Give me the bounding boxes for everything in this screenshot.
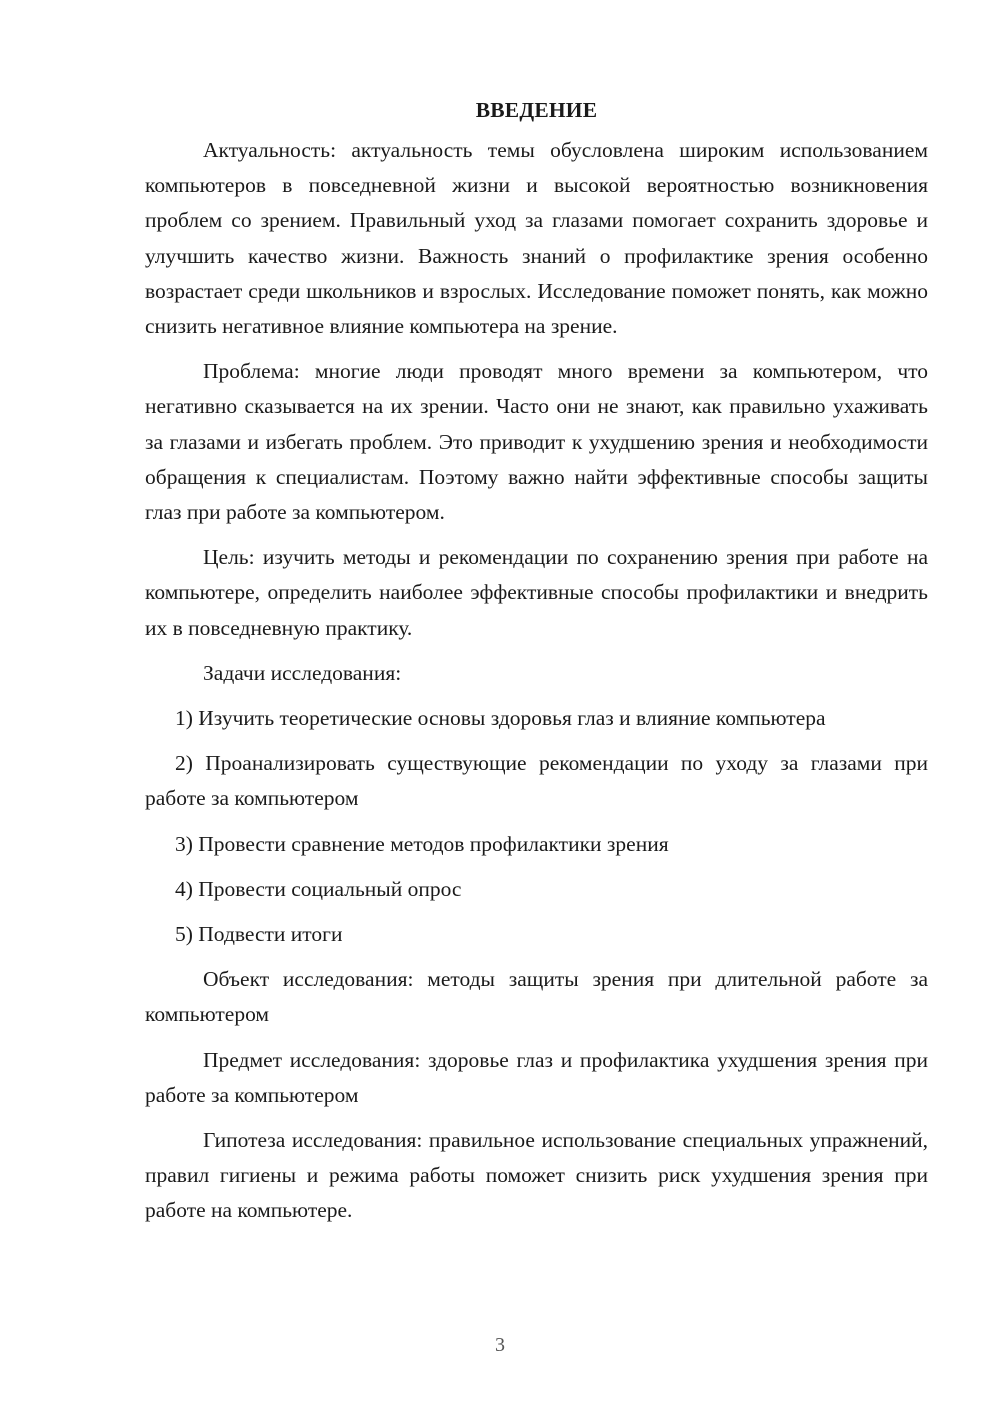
hypothesis-paragraph: Гипотеза исследования: правильное использование специальных упражнений, правил гигиены и режима работы поможет снизить риск ухудшения зрения при работе на компьютере. [145, 1128, 928, 1223]
section-title: ВВЕДЕНИЕ [475, 98, 598, 122]
page-content [145, 93, 928, 1239]
object-paragraph: Объект исследования: методы защиты зрения при длительной работе за компьютером [145, 967, 928, 1027]
page-number: 3 [495, 1334, 505, 1356]
problem-paragraph: Проблема: многие люди проводят много времени за компьютером, что негативно сказывается на их зрении. Часто они не знают, как правильно ухаживать за глазами и избегать проблем. Это приводит к ухудшению зрения и необходимости обращения к специалистам. Поэтому важно найти эффективные способы защиты глаз при работе за компьютером. [145, 359, 928, 525]
goal-paragraph: Цель: изучить методы и рекомендации по сохранению зрения при работе на компьютере, определить наиболее эффективные способы профилактики и внедрить их в повседневную практику. [145, 545, 928, 640]
tasks-heading: Задачи исследования: [203, 660, 402, 685]
task-item: 3) Провести сравнение методов профилактики зрения [175, 831, 669, 856]
subject-paragraph: Предмет исследования: здоровье глаз и профилактика ухудшения зрения при работе за компьютером [145, 1047, 928, 1107]
task-item: 4) Провести социальный опрос [175, 876, 462, 901]
task-item: 1) Изучить теоретические основы здоровья глаз и влияние компьютера [175, 706, 826, 731]
task-item: 5) Подвести итоги [175, 922, 343, 947]
task-item: 2) Проанализировать существующие рекомендации по уходу за глазами при работе за компьютером [145, 751, 928, 811]
relevance-paragraph: Актуальность: актуальность темы обусловлена широким использованием компьютеров в повседневной жизни и высокой вероятностью возникновения проблем со зрением. Правильный уход за глазами помогает сохранить здоровье и улучшить качество жизни. Важность знаний о профилактике зрения особенно возрастает среди школьников и взрослых. Исследование поможет понять, как можно снизить негативное влияние компьютера на зрение. [145, 138, 928, 339]
